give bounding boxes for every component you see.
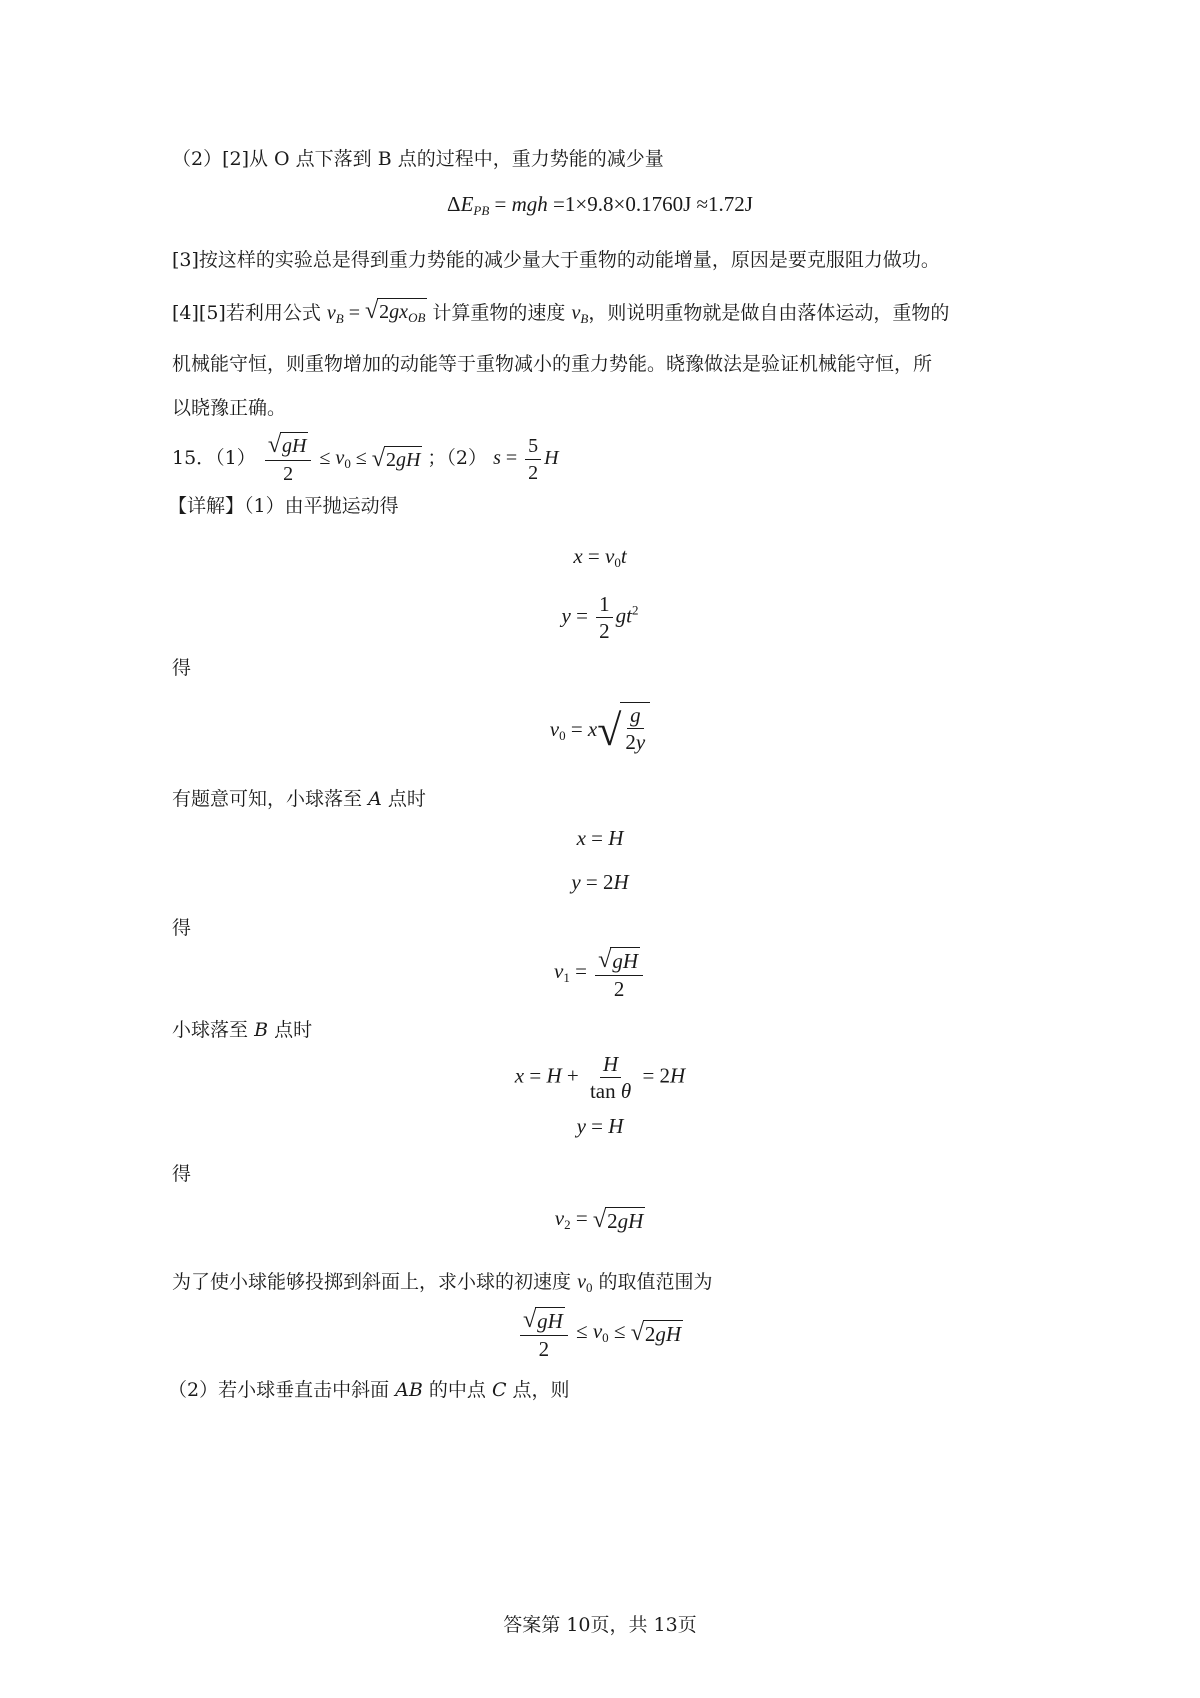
text-point-b-end: 点时 bbox=[274, 1019, 313, 1041]
q15-s-formula: s = $\frac{5}{2}$ H bbox=[493, 434, 559, 484]
text-step45-e: 以晓豫正确。 bbox=[172, 397, 287, 419]
text-step45-b: 计算重物的速度 bbox=[432, 302, 566, 324]
page-footer: 答案第 10页，共 13页 bbox=[503, 1614, 697, 1636]
equation-v1: $v_1$ = √ gH 2 bbox=[0, 946, 1200, 1001]
text-part2-c: 点，则 bbox=[512, 1379, 570, 1401]
text-range-a: 为了使小球能够投掷到斜面上，求小球的初速度 bbox=[172, 1271, 572, 1293]
label-point-b: B bbox=[254, 1019, 269, 1041]
answer-q15 bbox=[172, 430, 559, 492]
text-step2: （2）[2]从 O 点下落到 B 点的过程中，重力势能的减少量 bbox=[172, 148, 664, 170]
text-range-b: 的取值范围为 bbox=[598, 1271, 713, 1293]
paragraph-part2 bbox=[168, 1376, 570, 1404]
q15-range-formula: √ gH 2 ≤ $v_0$ ≤ √ 2gH bbox=[262, 447, 428, 469]
label-point-a: A bbox=[368, 788, 382, 810]
label-de-1: 得 bbox=[172, 657, 192, 679]
paragraph-step3 bbox=[172, 246, 940, 274]
paragraph-point-b bbox=[172, 1016, 312, 1044]
paragraph-range bbox=[172, 1268, 713, 1302]
paragraph-step45-line2 bbox=[172, 350, 932, 378]
paragraph-step2 bbox=[172, 145, 664, 173]
equation-energy-rhs: =1×9.8×0.1760J ≈1.72J bbox=[553, 192, 753, 216]
paragraph-point-a bbox=[172, 785, 426, 813]
q15-label: 15．（1） bbox=[172, 447, 256, 469]
text-part2-b: 的中点 bbox=[428, 1379, 486, 1401]
text-point-b: 小球落至 bbox=[172, 1019, 249, 1041]
text-step45-c: ，则说明重物就是做自由落体运动，重物的 bbox=[588, 302, 950, 324]
detail-header bbox=[168, 492, 399, 520]
q15-sep: ；（2） bbox=[427, 447, 488, 469]
text-step45-a: [4][5]若利用公式 bbox=[172, 302, 321, 324]
text-de-3 bbox=[172, 1160, 191, 1188]
equation-v2: $v_2$ = √ 2gH bbox=[554, 1206, 644, 1233]
symbol-vb: $v_B$ bbox=[571, 302, 589, 326]
equation-y-2h: y = 2H bbox=[571, 870, 629, 894]
paragraph-step45 bbox=[172, 296, 949, 336]
text-de-2 bbox=[172, 914, 191, 942]
text-step3: [3]按这样的实验总是得到重力势能的减少量大于重物的动能增量，原因是要克服阻力做功。 bbox=[172, 249, 940, 271]
equation-x-tan: x = H + $\frac{H}{\text{tan θ}}$ = 2H bbox=[514, 1052, 686, 1103]
text-de-1 bbox=[172, 654, 191, 682]
equation-x-h: x = H bbox=[576, 826, 624, 850]
text-point-a: 有题意可知，小球落至 bbox=[172, 788, 363, 810]
text-step45-d: 机械能守恒，则重物增加的动能等于重物减小的重力势能。晓豫做法是验证机械能守恒，所 bbox=[172, 353, 933, 375]
equation-energy: $\Delta E_{PB}$ = mgh =1×9.8×0.1760J ≈1.72J bbox=[447, 192, 753, 218]
label-de-3: 得 bbox=[172, 1163, 192, 1185]
equation-range: √ gH 2 ≤ $v_0$ ≤ √ 2gH bbox=[0, 1306, 1200, 1361]
equation-y-h: y = H bbox=[576, 1114, 624, 1138]
label-de-2: 得 bbox=[172, 917, 192, 939]
equation-v0-solved: $v_0 = x$ √ $\frac{g}{2y}$ bbox=[0, 702, 1200, 760]
label-ab: AB bbox=[395, 1379, 423, 1401]
equation-x-v0t: $x = v_0t$ bbox=[573, 544, 627, 570]
symbol-v0: $v_0$ bbox=[577, 1271, 593, 1295]
formula-vb-inline: $v_B$ = √ $2gx_{OB}$ bbox=[327, 302, 433, 324]
paragraph-step45-line3 bbox=[172, 394, 286, 422]
text-point-a-end: 点时 bbox=[387, 788, 426, 810]
text-detail: 【详解】（1）由平抛运动得 bbox=[168, 495, 399, 517]
text-part2-a: （2）若小球垂直击中斜面 bbox=[168, 1379, 390, 1401]
equation-y-half-gt2: y = $\frac{1}{2}$ $gt^2$ bbox=[561, 592, 639, 643]
label-c: C bbox=[491, 1379, 507, 1401]
